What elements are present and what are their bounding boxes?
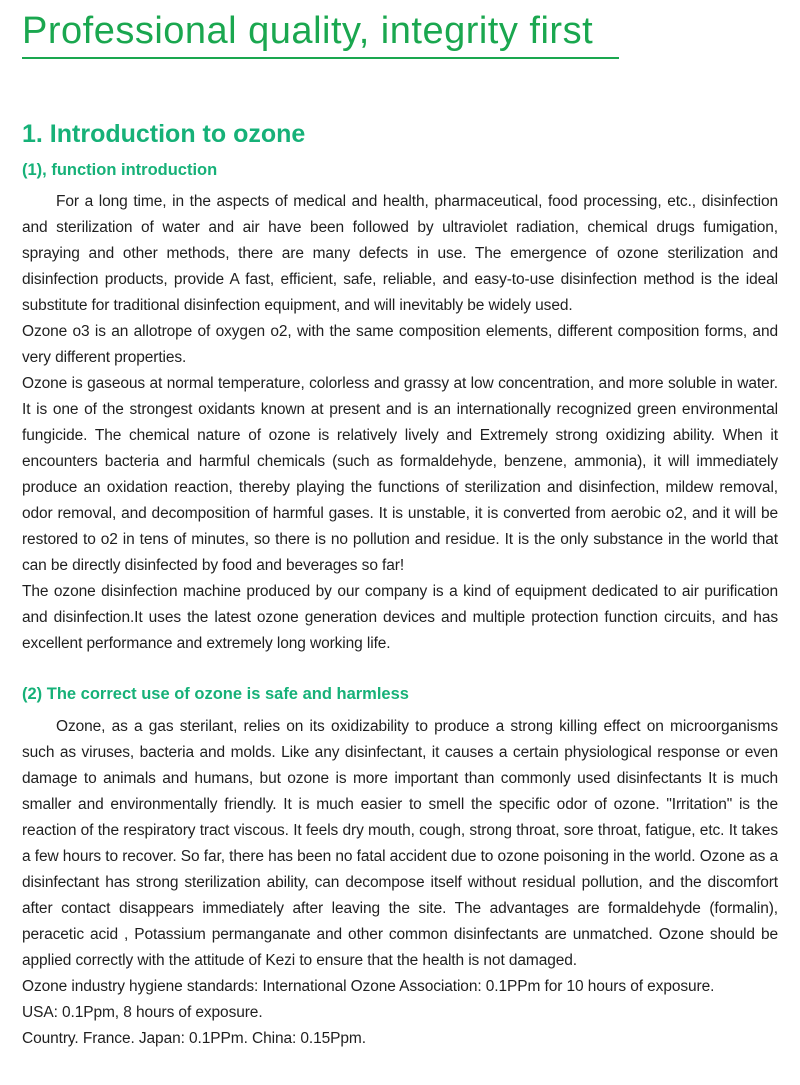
subsection-2-body <box>22 714 778 1052</box>
paragraph: USA: 0.1Ppm, 8 hours of exposure. <box>22 1004 263 1021</box>
subsection-1-body <box>22 189 778 657</box>
section-1-heading: 1. Introduction to ozone <box>22 120 306 148</box>
paragraph: Ozone o3 is an allotrope of oxygen o2, with the same composition elements, different composition forms, and very different properties. <box>22 323 778 366</box>
paragraph: The ozone disinfection machine produced by our company is a kind of equipment dedicated to air purification and disinfection.It uses the latest ozone generation devices and multiple protection function circuits, and has excellent performance and extremely long working life. <box>22 583 778 652</box>
paragraph: Ozone industry hygiene standards: International Ozone Association: 0.1PPm for 10 hours of exposure. <box>22 978 715 995</box>
page-title: Professional quality, integrity first <box>22 8 619 59</box>
subsection-1-heading: (1), function introduction <box>22 161 218 179</box>
paragraph: Ozone is gaseous at normal temperature, colorless and grassy at low concentration, and more soluble in water. It is one of the strongest oxidants known at present and is an internationally recognized green environmental fungicide. The chemical nature of ozone is relatively lively and Extremely strong oxidizing ability. When it encounters bacteria and harmful chemicals (such as formaldehyde, benzene, ammonia), it will immediately produce an oxidation reaction, thereby playing the functions of sterilization and disinfection, mildew removal, odor removal, and decomposition of harmful gases. It is unstable, it is converted from aerobic o2, and it will be restored to o2 in tens of minutes, so there is no pollution and residue. It is the only substance in the world that can be directly disinfected by food and beverages so far! <box>22 375 778 574</box>
paragraph: Country. France. Japan: 0.1PPm. China: 0.15Ppm. <box>22 1030 366 1047</box>
paragraph: Ozone, as a gas sterilant, relies on its oxidizability to produce a strong killing effect on microorganisms such as viruses, bacteria and molds. Like any disinfectant, it causes a certain physiological response or even damage to animals and humans, but ozone is more important than commonly used disinfectants It is much smaller and environmentally friendly. It is much easier to smell the specific odor of ozone. "Irritation" is the reaction of the respiratory tract viscous. It feels dry mouth, cough, strong throat, sore throat, fatigue, etc. It takes a few hours to recover. So far, there has been no fatal accident due to ozone poisoning in the world. Ozone as a disinfectant has strong sterilization ability, can decompose itself without residual pollution, and the discomfort after contact disappears immediately after leaving the site. The advantages are formaldehyde (formalin), peracetic acid , Potassium permanganate and other common disinfectants are unmatched. Ozone should be applied correctly with the attitude of Kezi to ensure that the health is not damaged. <box>22 718 778 969</box>
subsection-2-heading: (2) The correct use of ozone is safe and harmless <box>22 685 409 703</box>
paragraph: For a long time, in the aspects of medical and health, pharmaceutical, food processing, etc., disinfection and sterilization of water and air have been followed by ultraviolet radiation, chemical drugs fumigation, spraying and other methods, there are many defects in use. The emergence of ozone sterilization and disinfection products, provide A fast, efficient, safe, reliable, and easy-to-use disinfection method is the ideal substitute for traditional disinfection equipment, and will inevitably be widely used. <box>22 193 778 314</box>
